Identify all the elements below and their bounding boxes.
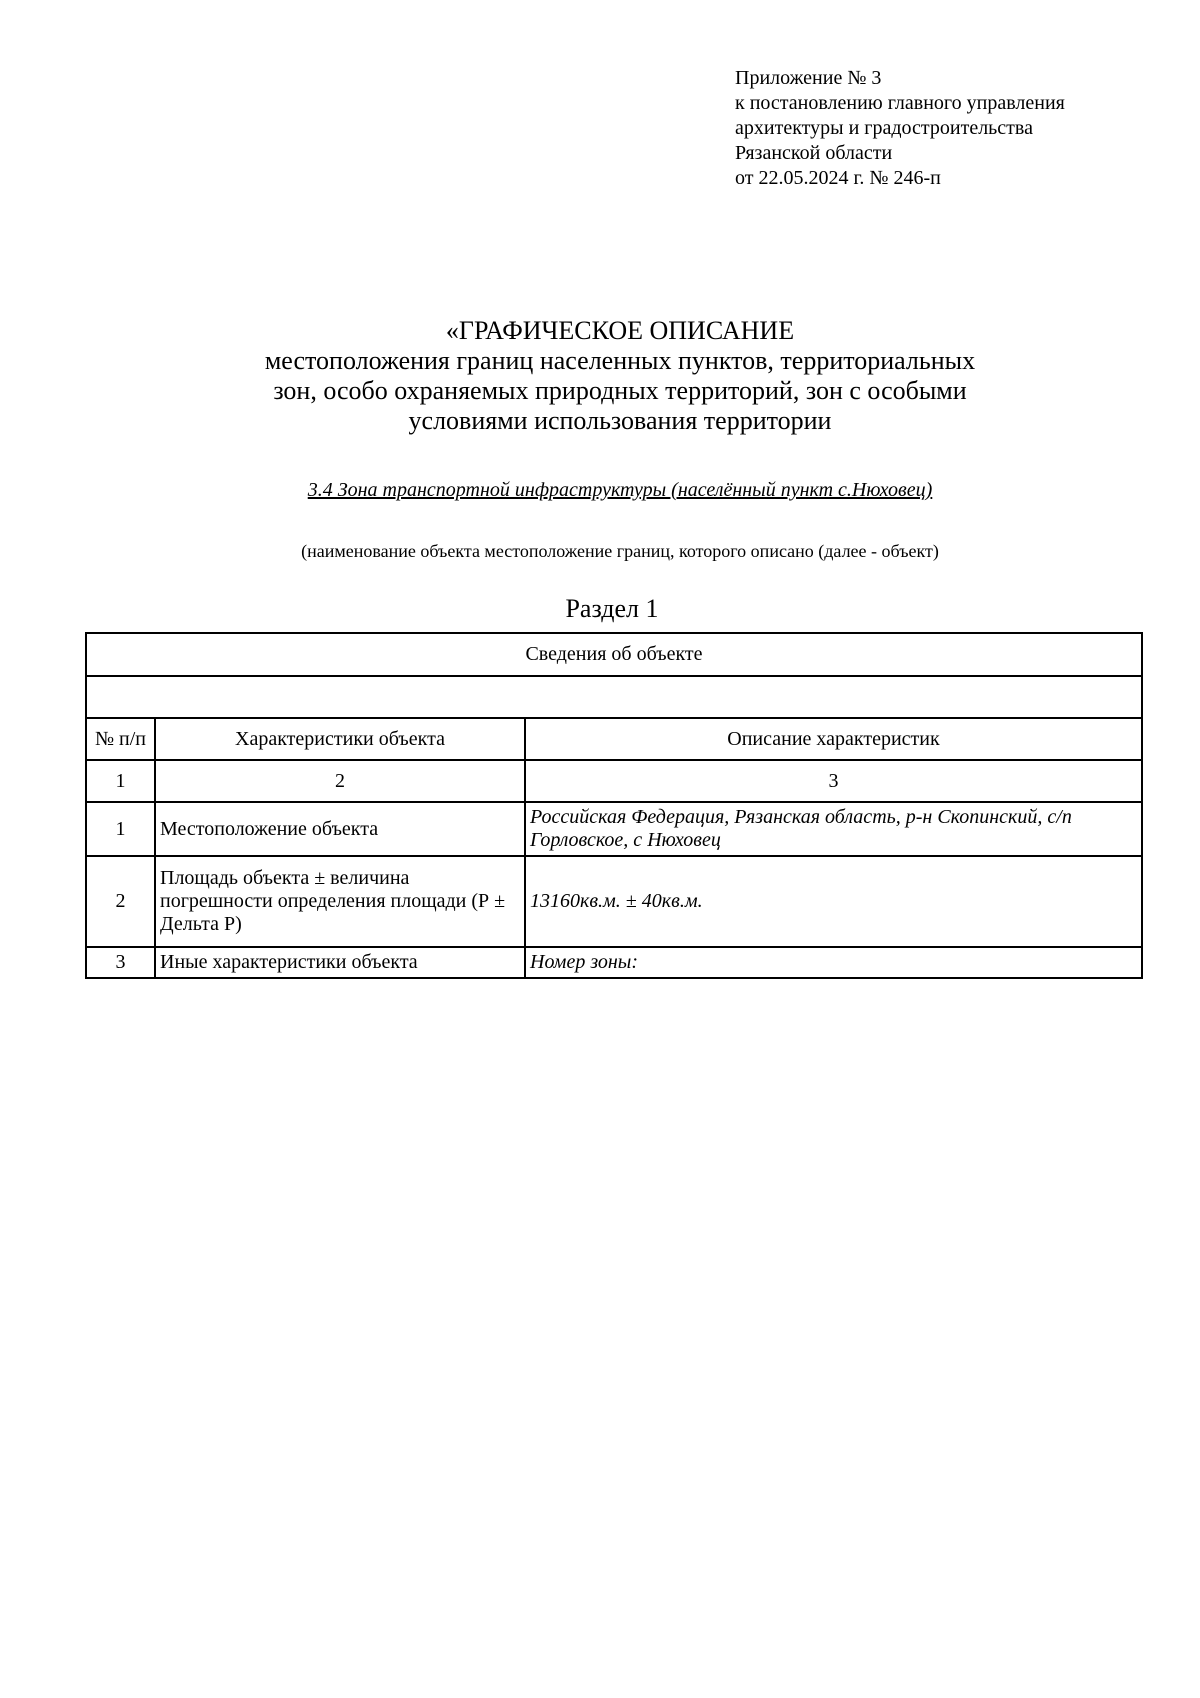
row-num: 2 — [86, 856, 155, 947]
column-number: 2 — [155, 760, 525, 802]
row-characteristic: Иные характеристики объекта — [155, 947, 525, 978]
table-header: Сведения об объекте — [86, 633, 1142, 676]
row-characteristic: Местоположение объекта — [155, 802, 525, 856]
title-line: «ГРАФИЧЕСКОЕ ОПИСАНИЕ — [445, 316, 795, 345]
appendix-line: к постановлению главного управления — [735, 92, 1065, 114]
column-number: 3 — [525, 760, 1142, 802]
title-line: местоположения границ населенных пунктов, территориальных — [264, 346, 976, 375]
appendix-line: от 22.05.2024 г. № 246-п — [735, 167, 941, 189]
column-number: 1 — [86, 760, 155, 802]
table-empty-row — [86, 676, 1142, 718]
table-column-headers — [86, 718, 1142, 760]
appendix-line: Приложение № 3 — [735, 67, 882, 89]
row-description: Номер зоны: — [525, 947, 1142, 978]
object-name: 3.4 Зона транспортной инфраструктуры (населённый пункт с.Нюховец) — [307, 479, 933, 501]
title-line: условиями использования территории — [408, 406, 832, 435]
row-num: 3 — [86, 947, 155, 978]
appendix-line: архитектуры и градостроительства — [735, 117, 1033, 139]
row-description: 13160кв.м. ± 40кв.м. — [525, 856, 1142, 947]
column-header-description: Описание характеристик — [525, 718, 1142, 760]
table-column-numbers — [86, 760, 1142, 802]
appendix-block — [735, 66, 1065, 191]
table-row — [86, 856, 1142, 947]
row-description: Российская Федерация, Рязанская область, р-н Скопинский, с/п Горловское, с Нюховец — [525, 802, 1142, 856]
row-num: 1 — [86, 802, 155, 856]
table-row — [86, 802, 1142, 856]
title-line: зон, особо охраняемых природных территорий, зон с особыми — [273, 376, 967, 405]
table-header-row — [86, 633, 1142, 676]
column-header-num: № п/п — [86, 718, 155, 760]
appendix-line: Рязанской области — [735, 142, 893, 164]
table-row — [86, 947, 1142, 978]
object-caption: (наименование объекта местоположение границ, которого описано (далее - объект) — [301, 541, 939, 561]
section-title: Раздел 1 — [565, 594, 659, 623]
object-info-table — [85, 632, 1143, 979]
document-title — [0, 316, 1200, 436]
row-characteristic: Площадь объекта ± величина погрешности определения площади (Р ± Дельта Р) — [155, 856, 525, 947]
table-empty-cell — [86, 676, 1142, 718]
column-header-characteristic: Характеристики объекта — [155, 718, 525, 760]
